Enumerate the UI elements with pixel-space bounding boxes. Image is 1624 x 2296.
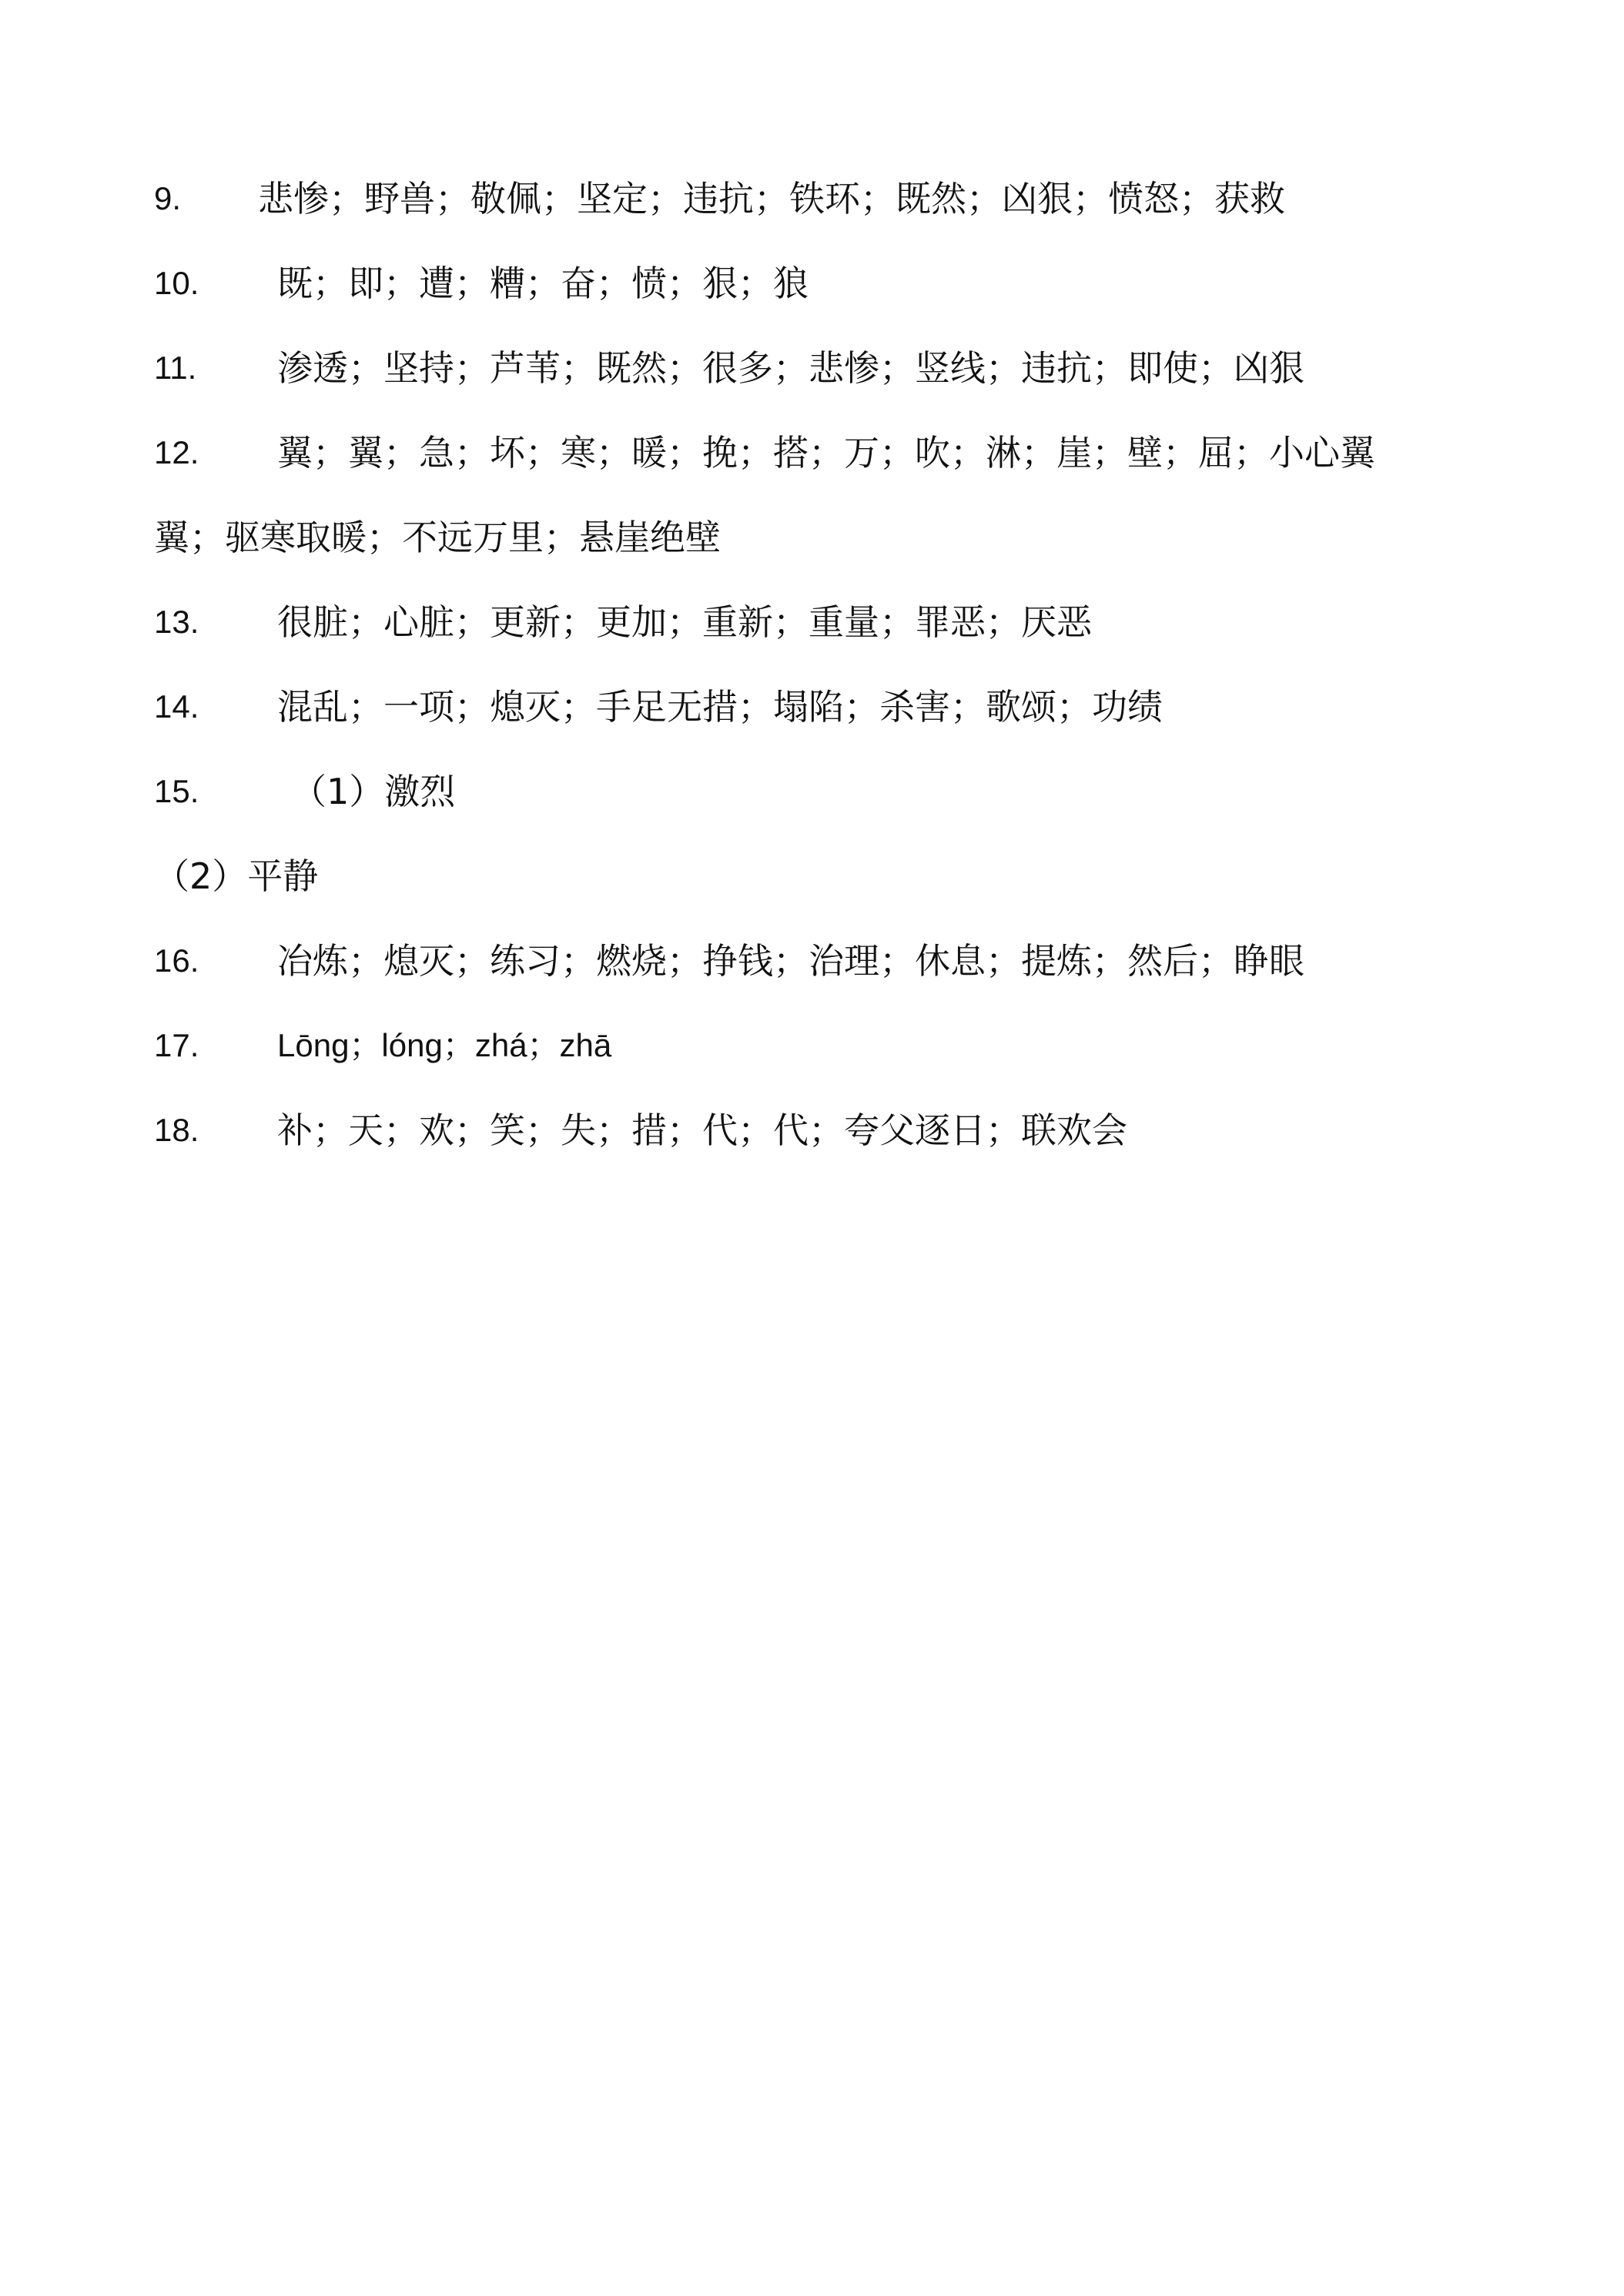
item-number: 13.	[154, 604, 199, 640]
item-answer: 悲惨；野兽；敬佩；坚定；违抗；铁环；既然；凶狠；愤怒；获救	[258, 178, 1285, 219]
item-number: 15.	[154, 773, 199, 809]
item-answer: 渗透；坚持；芦苇；既然；很多；悲惨；竖线；违抗；即使；凶狠	[277, 347, 1304, 389]
item-answer-continuation: 翼；驱寒取暖；不远万里；悬崖绝壁	[154, 517, 721, 558]
item-number: 18.	[154, 1112, 199, 1148]
item-answer: Lōng；lóng；zhá；zhā	[277, 1027, 612, 1063]
item-answer: 补；天；欢；笑；失；措；代；代；夸父逐日；联欢会	[277, 1110, 1127, 1151]
item-answer: 既；即；遭；糟；奋；愤；狠；狼	[277, 263, 809, 304]
item-answer: 混乱；一项；熄灭；手足无措；塌陷；杀害；歌颂；功绩	[277, 686, 1163, 728]
item-number: 16.	[154, 942, 199, 979]
item-answer: 冶炼；熄灭；练习；燃烧；挣钱；治理；休息；提炼；然后；睁眼	[277, 940, 1304, 982]
item-number: 12.	[154, 434, 199, 470]
item-number: 11.	[154, 350, 197, 386]
item-answer: 很脏；心脏；更新；更加；重新；重量；罪恶；厌恶	[277, 601, 1092, 643]
item-number: 10.	[154, 265, 199, 301]
item-answer: 翼；翼；急；坏；寒；暖；挽；搭；万；吹；淋；崖；壁；屈；小心翼	[277, 432, 1375, 474]
item-answer: （1）激烈	[291, 771, 456, 812]
item-number: 14.	[154, 688, 199, 725]
item-number: 9.	[154, 180, 182, 216]
item-number: 17.	[154, 1027, 199, 1063]
item-answer-continuation: （2）平静	[154, 855, 319, 897]
